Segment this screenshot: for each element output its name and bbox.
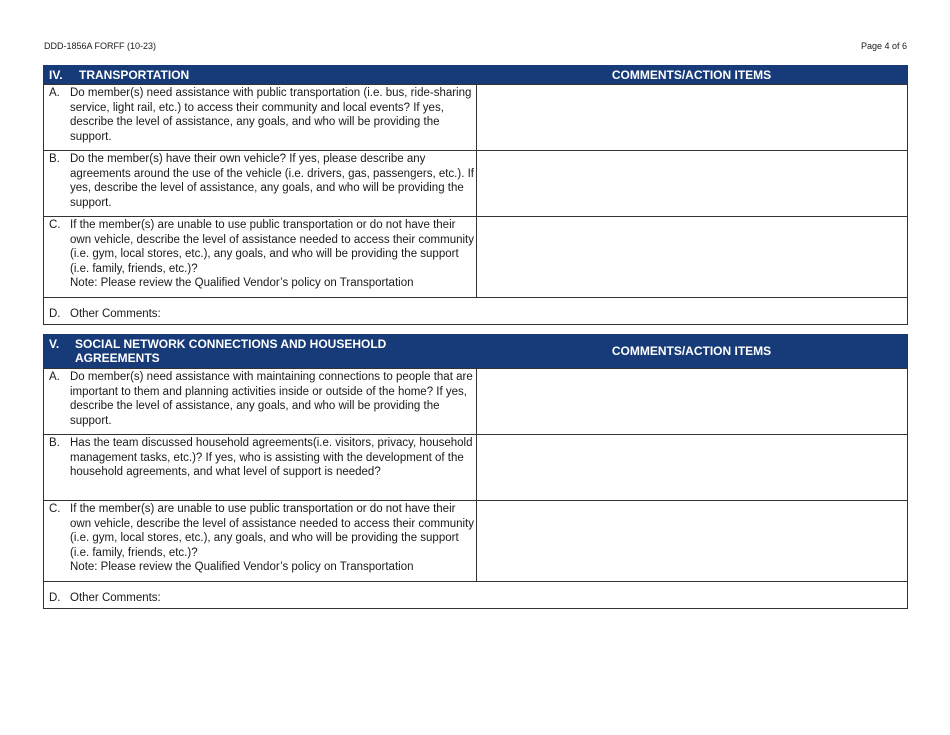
comments-field[interactable] <box>476 435 907 500</box>
section-number: IV. <box>49 67 63 82</box>
question-text: Has the team discussed household agreements(i.e. visitors, privacy, household management tasks, etc.)? If yes, who is assisting with the development of the household agreements, and what level of support is needed? <box>70 437 473 479</box>
question-row <box>44 216 907 297</box>
other-comments-label: Other Comments: <box>70 308 161 320</box>
section-header <box>44 334 907 368</box>
section-transportation <box>43 65 908 325</box>
comments-field[interactable] <box>476 501 907 581</box>
comments-field[interactable] <box>476 217 907 297</box>
section-number: V. <box>49 337 60 351</box>
question-text: Do the member(s) have their own vehicle? If yes, please describe any agreements around the use of the vehicle (i.e. drivers, gas, passengers, etc.). If yes, describe the level of assistance, any goals, and who will be providing the support. <box>70 153 474 209</box>
question-text: Do member(s) need assistance with maintaining connections to people that are important to them and planning activities inside or outside of the home? If yes, describe the level of assistance, any goals, and who will be providing the support. <box>70 371 473 427</box>
question-text: If the member(s) are unable to use public transportation or do not have their own vehicle, describe the level of assistance needed to access their community (i.e. gym, local stores, etc.), any goals, and who will be providing the support (i.e. family, friends, etc.)? <box>70 219 474 275</box>
item-letter: D. <box>49 592 61 604</box>
question-row <box>44 150 907 216</box>
item-letter: B. <box>49 153 60 165</box>
question-note: Note: Please review the Qualified Vendor’s policy on Transportation <box>70 277 414 290</box>
page-number: Page 4 of 6 <box>860 41 907 51</box>
item-letter: C. <box>49 219 61 231</box>
section-social-network <box>43 334 908 609</box>
question-row <box>44 434 907 500</box>
other-comments-row[interactable] <box>44 297 907 324</box>
comments-header: COMMENTS/ACTION ITEMS <box>611 67 772 82</box>
item-letter: C. <box>49 503 61 515</box>
section-header <box>44 65 907 84</box>
section-title: TRANSPORTATION <box>79 67 190 82</box>
question-text: If the member(s) are unable to use public transportation or do not have their own vehicle, describe the level of assistance needed to access their community (i.e. gym, local stores, etc.), any goals, and who will be providing the support (i.e. family, friends, etc.)? <box>70 503 474 559</box>
comments-field[interactable] <box>476 369 907 434</box>
question-row <box>44 84 907 150</box>
question-row <box>44 500 907 581</box>
other-comments-label: Other Comments: <box>70 592 161 604</box>
form-id: DDD-1856A FORFF (10-23) <box>44 41 157 51</box>
item-letter: A. <box>49 371 60 383</box>
question-note: Note: Please review the Qualified Vendor’s policy on Transportation <box>70 561 414 574</box>
comments-header: COMMENTS/ACTION ITEMS <box>611 344 772 358</box>
item-letter: A. <box>49 87 60 99</box>
item-letter: B. <box>49 437 60 449</box>
section-title: SOCIAL NETWORK CONNECTIONS AND HOUSEHOLD AGREEMENTS <box>75 337 387 365</box>
other-comments-row[interactable] <box>44 581 907 608</box>
item-letter: D. <box>49 308 61 320</box>
question-text: Do member(s) need assistance with public transportation (i.e. bus, ride-sharing service, light rail, etc.) to access their community and local events? If yes, describe the level of assistance, any goals, and who will be providing the support. <box>70 87 472 143</box>
comments-field[interactable] <box>476 85 907 150</box>
question-row <box>44 368 907 434</box>
comments-field[interactable] <box>476 151 907 216</box>
